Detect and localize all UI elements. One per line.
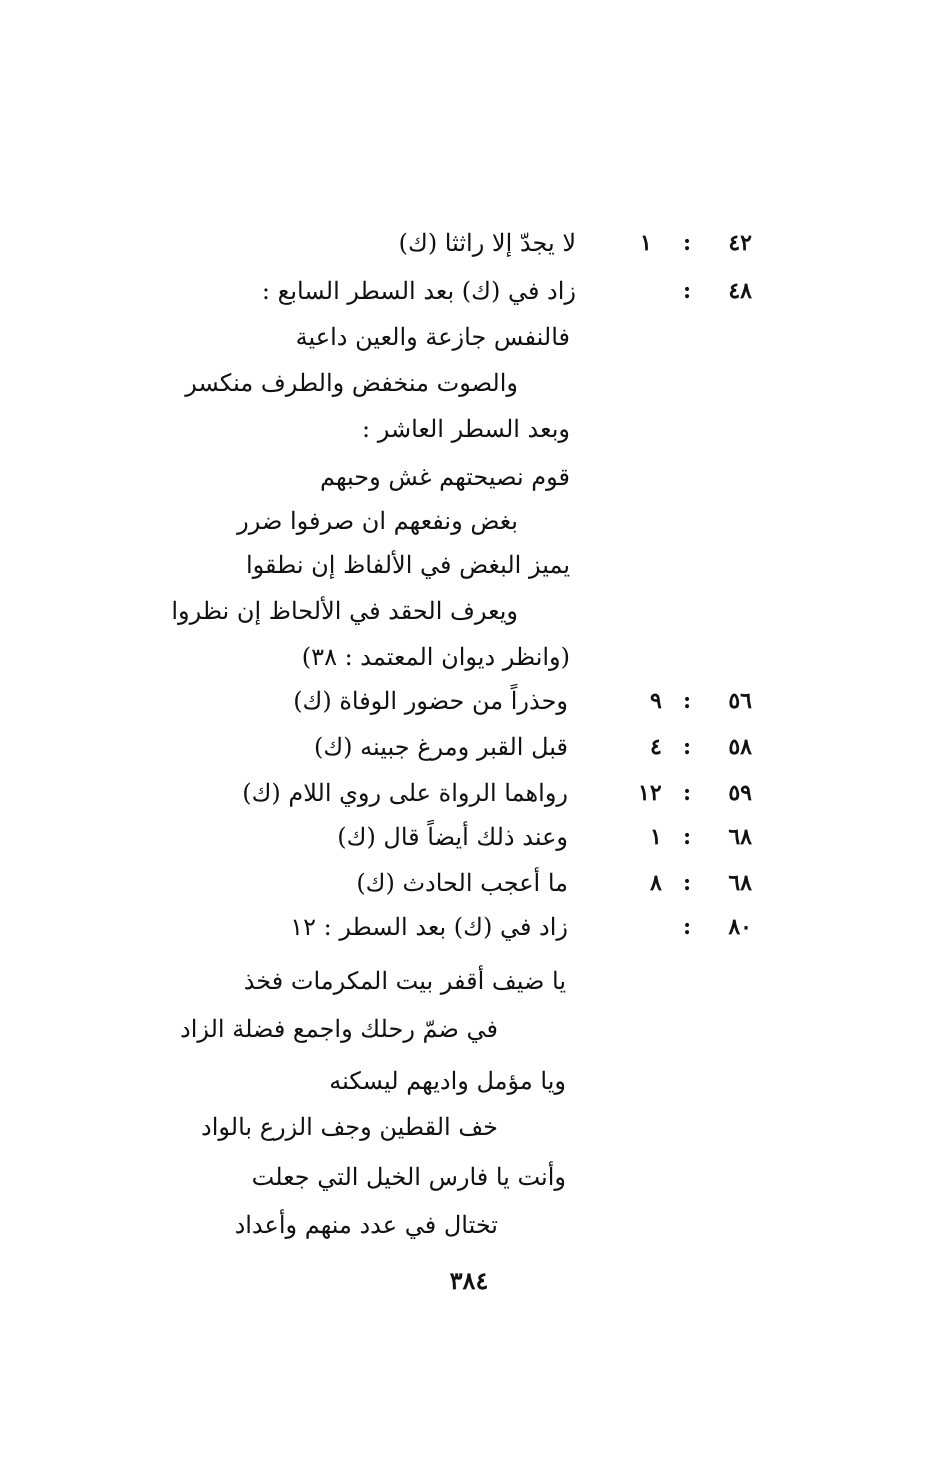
verse-line: تختال في عدد منهم وأعداد: [234, 1211, 498, 1239]
verse-line: قوم نصيحتهم غش وحبهم: [320, 463, 570, 491]
ref-separator: :: [683, 278, 692, 304]
source-note: (وانظر ديوان المعتمد : ٣٨): [301, 643, 570, 671]
ref-separator: :: [683, 870, 692, 896]
verse-line: يميز البغض في الألفاظ إن نطقوا: [245, 551, 570, 579]
page-number: ٣٨٤: [449, 1266, 489, 1295]
verse-line: ويعرف الحقد في الألحاظ إن نظروا: [171, 597, 518, 625]
verse-line: خف القطين وجف الزرع بالواد: [201, 1113, 498, 1141]
line-ref: ١: [640, 230, 652, 256]
variant-text: وحذراً من حضور الوفاة (ك): [293, 687, 568, 715]
verse-line: يا ضيف أقفر بيت المكرمات فخذ: [243, 967, 566, 995]
verse-line: وأنت يا فارس الخيل التي جعلت: [251, 1163, 566, 1191]
verse-line: في ضمّ رحلك واجمع فضلة الزاد: [180, 1015, 498, 1043]
verse-line: فالنفس جازعة والعين داعية: [295, 323, 570, 351]
variant-text: زاد في (ك) بعد السطر : ١٢: [290, 913, 568, 941]
variant-text: قبل القبر ومرغ جبينه (ك): [314, 733, 568, 761]
variant-text: رواهما الرواة على روي اللام (ك): [242, 779, 568, 807]
variant-text: ما أعجب الحادث (ك): [356, 869, 568, 897]
variant-text: وعند ذلك أيضاً قال (ك): [337, 823, 568, 851]
variant-text: لا يجدّ إلا راثثا (ك): [398, 229, 576, 257]
page-ref: ٤٨: [728, 278, 752, 304]
ref-separator: :: [683, 824, 692, 850]
page-ref: ٦٨: [728, 870, 752, 896]
verse-line: ويا مؤمل واديهم ليسكنه: [329, 1067, 566, 1095]
line-ref: ٩: [650, 688, 662, 714]
variant-text: زاد في (ك) بعد السطر السابع :: [261, 277, 576, 305]
line-ref: ٤: [650, 734, 662, 760]
page-ref: ٤٢: [728, 230, 752, 256]
page-ref: ٨٠: [728, 914, 752, 940]
line-ref: ١٢: [638, 780, 662, 806]
ref-separator: :: [683, 914, 692, 940]
line-ref: ٨: [650, 870, 662, 896]
ref-separator: :: [683, 688, 692, 714]
ref-separator: :: [683, 734, 692, 760]
verse-line: وبعد السطر العاشر :: [362, 415, 570, 443]
line-ref: ١: [650, 824, 662, 850]
page-ref: ٥٨: [728, 734, 752, 760]
page-ref: ٥٦: [728, 688, 752, 714]
verse-line: بغض ونفعهم ان صرفوا ضرر: [237, 507, 518, 535]
page-ref: ٦٨: [728, 824, 752, 850]
ref-separator: :: [683, 230, 692, 256]
ref-separator: :: [683, 780, 692, 806]
page-ref: ٥٩: [728, 780, 752, 806]
verse-line: والصوت منخفض والطرف منكسر: [185, 369, 518, 397]
